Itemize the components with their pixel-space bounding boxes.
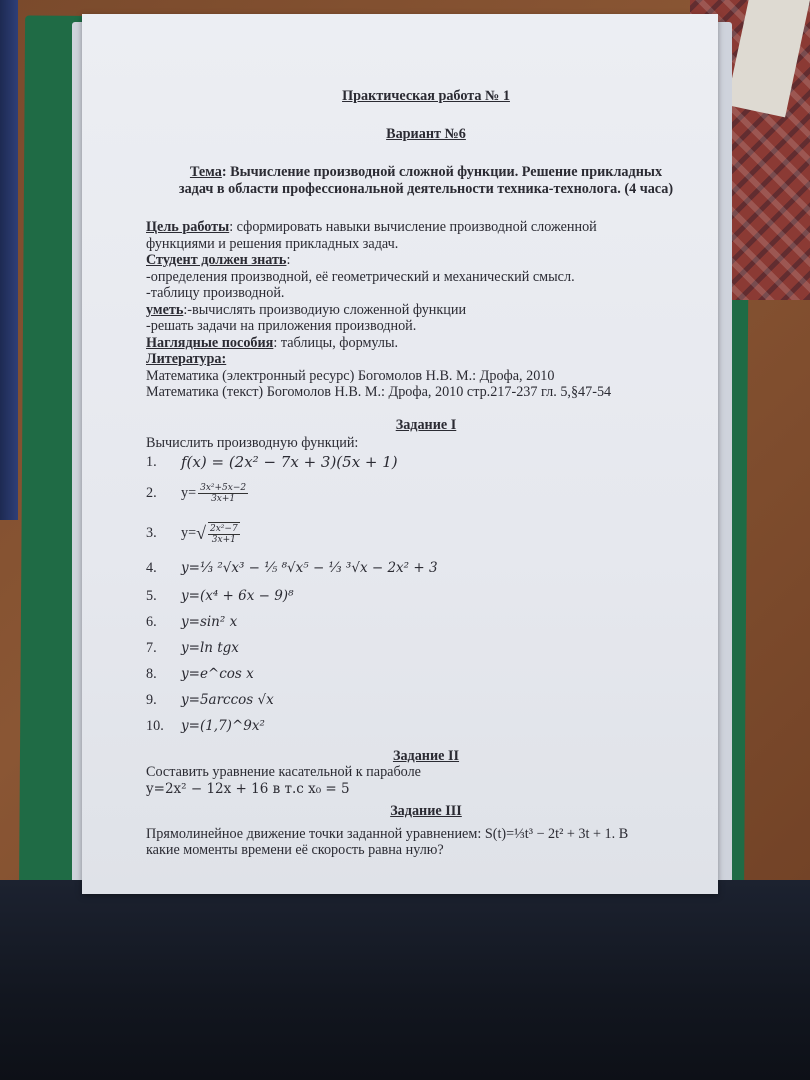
task1-intro: Вычислить производную функций:	[146, 435, 359, 451]
knowledge-block	[146, 252, 706, 302]
task-expression: y=5arccos √x	[181, 692, 274, 709]
knowledge-item: -таблицу производной.	[146, 285, 285, 301]
task-item	[146, 514, 706, 554]
task-number: 2.	[146, 485, 157, 502]
task-number: 4.	[146, 560, 157, 577]
fraction	[198, 483, 248, 504]
blue-object	[0, 0, 18, 520]
theme-label: Тема	[189, 164, 222, 180]
aids-label: Наглядные пособия	[146, 334, 274, 351]
variant-title: Вариант №6	[386, 125, 466, 142]
sqrt-sign: √	[196, 523, 206, 544]
task-number: 9.	[146, 692, 157, 709]
theme-line1: : Вычисление производной сложной функции. Решение прикладных	[221, 164, 663, 180]
skills-line2: -решать задачи на приложения производной.	[146, 318, 417, 334]
numerator: 2x²−7	[210, 524, 238, 534]
task3-line1: Прямолинейное движение точки заданной уравнением: S(t)=⅓t³ − 2t² + 3t + 1. В	[146, 825, 629, 842]
task-prefix: y=	[181, 525, 197, 542]
task-item	[146, 662, 706, 688]
knowledge-colon: :	[286, 252, 291, 268]
skills-block	[146, 302, 706, 335]
task3-line2: какие моменты времени её скорость равна нулю?	[146, 842, 444, 858]
literature-label: Литература:	[146, 351, 227, 367]
task-prefix: y=	[181, 485, 197, 502]
task-expression: y=(1,7)^9x²	[181, 718, 265, 735]
task1-title: Задание I	[395, 416, 457, 433]
task2-title: Задание II	[392, 747, 460, 764]
literature-item: Математика (электронный ресурс) Богомолов Н.В. М.: Дрофа, 2010	[146, 367, 555, 384]
task2-line1: Составить уравнение касательной к параболе	[146, 764, 421, 780]
task-expression: y=⅓ ²√x³ − ⅕ ⁸√x⁵ − ⅓ ³√x − 2x² + 3	[181, 560, 438, 577]
task-number: 3.	[146, 525, 157, 542]
theme-line2: задач в области профессиональной деятельности техника-технолога. (4 часа)	[178, 180, 674, 197]
task-item	[146, 584, 706, 610]
skills-line1: :-вычислять производиую сложенной функции	[183, 301, 467, 318]
task-number: 7.	[146, 640, 157, 657]
fraction	[208, 522, 240, 545]
task-number: 10.	[146, 718, 164, 735]
numerator: 3x²+5x−2	[200, 483, 247, 493]
task-number: 1.	[146, 454, 157, 471]
knowledge-label: Студент должен знать	[146, 252, 287, 268]
paper-card	[726, 0, 810, 117]
goal-label: Цель работы	[146, 219, 230, 235]
task-expression: y=e^cos x	[181, 666, 254, 683]
goal-line2: функциями и решения прикладных задач.	[146, 235, 399, 252]
task-item	[146, 636, 706, 662]
goal-block	[146, 219, 706, 252]
task-expression: y=(x⁴ + 6x − 9)⁸	[181, 588, 294, 605]
task-number: 5.	[146, 588, 157, 605]
task-number: 6.	[146, 614, 157, 631]
denominator: 3x+1	[211, 535, 236, 545]
literature-item: Математика (текст) Богомолов Н.В. М.: Дрофа, 2010 стр.217-237 гл. 5,§47-54	[146, 384, 612, 400]
task-item	[146, 474, 706, 514]
task-expression: y=ln tgx	[181, 640, 239, 657]
theme-block	[146, 164, 706, 197]
knowledge-item: -определения производной, её геометрический и механический смысл.	[146, 268, 575, 285]
goal-line1: : сформировать навыки вычисление производной сложенной	[229, 219, 597, 235]
document-page	[82, 14, 718, 894]
task2-line2: y=2x² − 12x + 16 в т.с x₀ = 5	[146, 780, 350, 797]
task-item	[146, 714, 706, 740]
task-expression: f(x) = (2x² − 7x + 3)(5x + 1)	[181, 453, 398, 472]
task3-title: Задание III	[390, 803, 462, 819]
aids-block	[146, 335, 706, 352]
task-item	[146, 610, 706, 636]
task-item	[146, 554, 706, 584]
task1-list	[146, 452, 706, 740]
dark-foreground	[0, 880, 810, 1080]
task-number: 8.	[146, 666, 157, 683]
page-title: Практическая работа № 1	[342, 88, 510, 104]
task-expression: y=sin² x	[181, 614, 238, 631]
document-body	[146, 88, 706, 859]
task-item	[146, 452, 706, 474]
denominator: 3x+1	[211, 494, 236, 504]
skills-label: уметь	[146, 301, 184, 318]
literature-block	[146, 351, 706, 401]
task-item	[146, 688, 706, 714]
aids-text: : таблицы, формулы.	[273, 334, 399, 351]
